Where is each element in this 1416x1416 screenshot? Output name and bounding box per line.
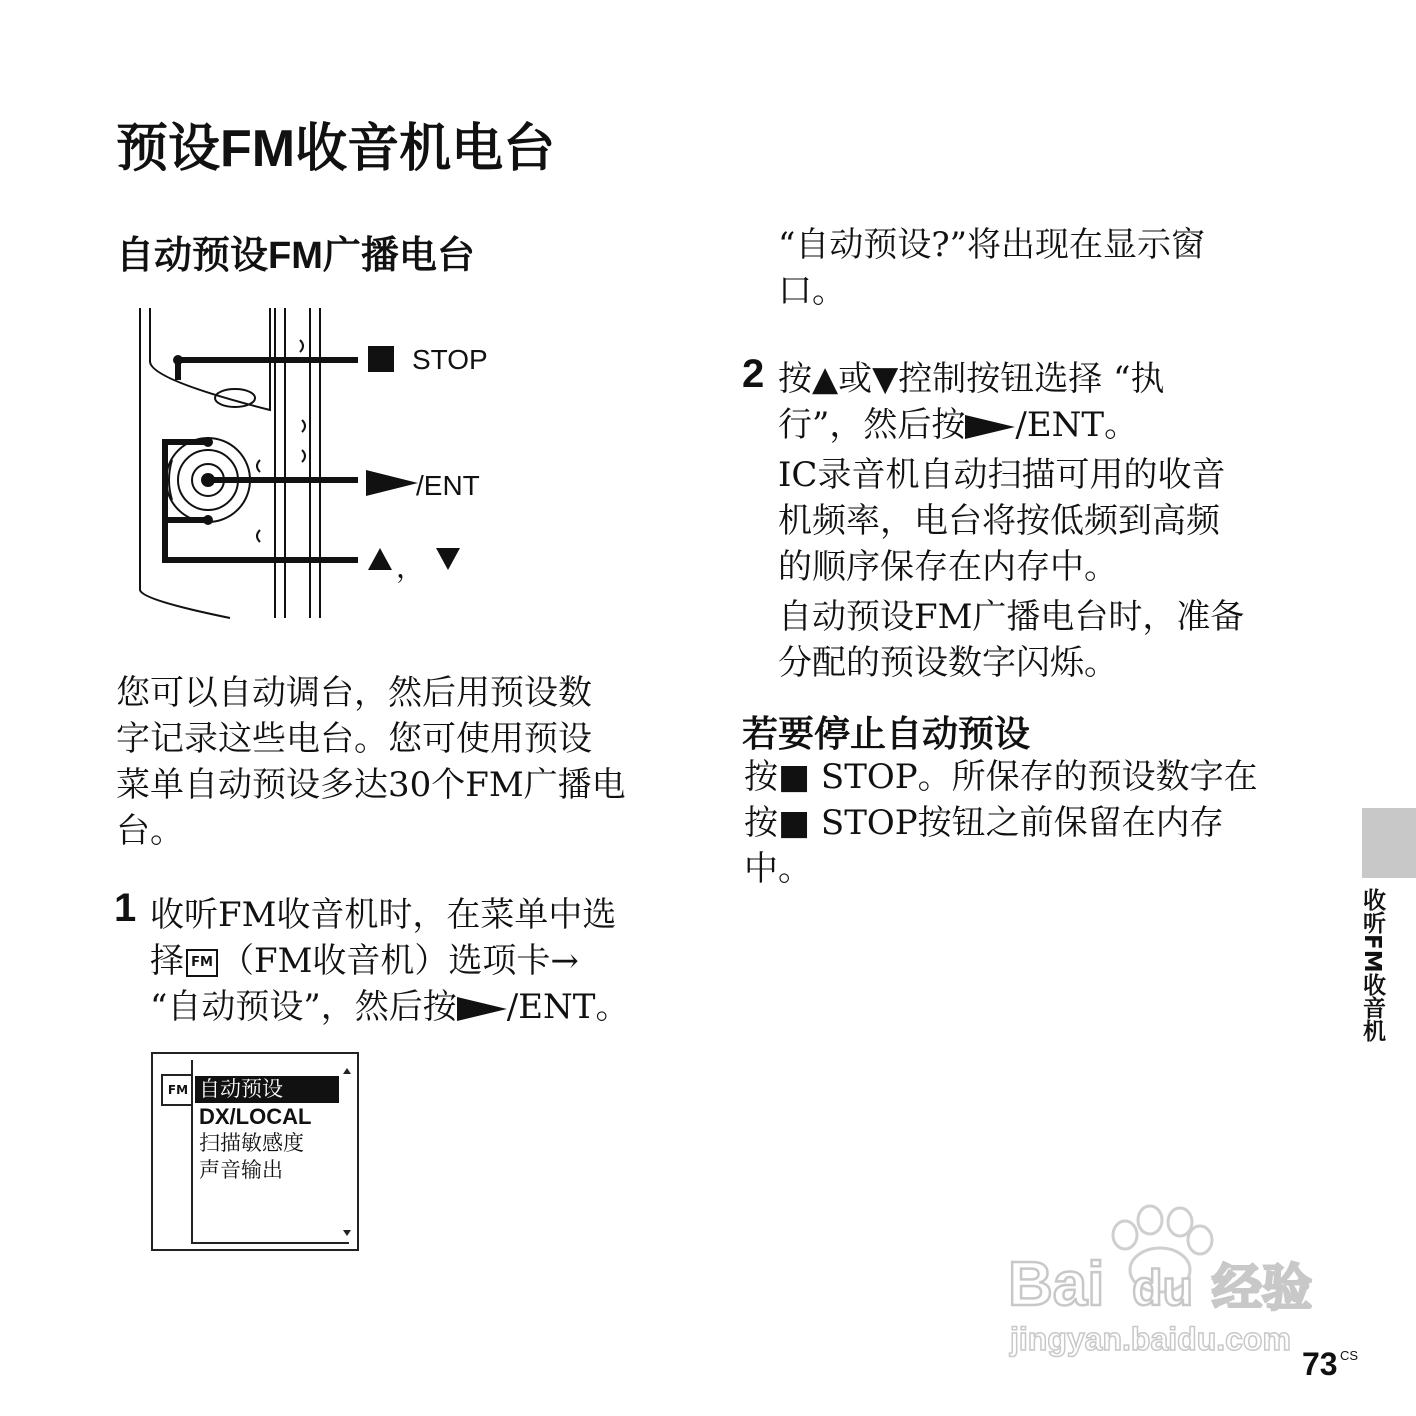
play-triangle-icon: [457, 997, 507, 1021]
updown-separator: ，: [396, 552, 425, 583]
step-1-line: 择 FM （FM收音机）选项卡→: [150, 941, 579, 981]
intro-line: 您可以自动调台，然后用预设数: [116, 673, 592, 713]
text-line: 机频率，电台将按低频到高频: [778, 501, 1220, 541]
step-1-line: “自动预设”，然后按 /ENT。: [150, 987, 630, 1027]
step-2-line: 按▲或▼控制按钮选择 “执: [778, 359, 1165, 399]
svg-text:经验: 经验: [1212, 1259, 1312, 1317]
fm-tab-icon: FM: [186, 949, 218, 977]
scroll-down-icon: [343, 1230, 351, 1236]
step-2-para-1: [778, 452, 1225, 590]
intro-line: 台。: [116, 811, 184, 851]
step-1-text: [150, 892, 629, 1030]
step-1-continued: [778, 222, 1205, 314]
text-line: “自动预设?”将出现在显示窗: [778, 225, 1205, 265]
text-line: 中。: [744, 849, 812, 889]
text-line: 按■ STOP按钮之前保留在内存: [744, 803, 1224, 843]
menu-item[interactable]: DX/LOCAL: [199, 1104, 312, 1129]
step-2-para-2: [778, 594, 1244, 686]
stop-square-icon: [368, 346, 394, 372]
intro-line: 字记录这些电台。您可使用预设: [116, 719, 592, 759]
intro-paragraph: [116, 670, 626, 854]
svg-text:jingyan.baidu.com: jingyan.baidu.com: [1010, 1321, 1291, 1357]
text-line: 分配的预设数字闪烁。: [778, 643, 1118, 683]
down-triangle-icon: [436, 548, 460, 570]
side-tab-label: 收听FM收音机: [1359, 888, 1385, 1042]
stop-paragraph: [744, 754, 1258, 892]
menu-display: [151, 1052, 359, 1251]
stop-heading: 若要停止自动预设: [742, 713, 1031, 754]
section-title: 自动预设FM广播电台: [116, 235, 475, 277]
step-1-line: 收听FM收音机时，在菜单中选: [150, 895, 617, 935]
menu-item-selected[interactable]: 自动预设: [195, 1076, 339, 1103]
step-1-number: 1: [114, 886, 137, 930]
svg-text:du: du: [1132, 1260, 1194, 1316]
page-number: 73: [1302, 1346, 1338, 1382]
intro-line: 菜单自动预设多达30个FM广播电: [116, 765, 626, 805]
play-ent-label: /ENT: [416, 470, 480, 501]
text-line: 的顺序保存在内存中。: [778, 547, 1118, 587]
page-suffix: CS: [1340, 1348, 1359, 1363]
step-2-number: 2: [742, 352, 765, 396]
text-line: IC录音机自动扫描可用的收音: [778, 455, 1226, 495]
step-2-text: [778, 356, 1164, 448]
play-triangle-icon: [366, 470, 418, 496]
side-tab-marker: [1362, 808, 1416, 878]
step-2-line: 行”，然后按 /ENT。: [778, 405, 1139, 445]
fm-tab-icon: FM: [161, 1074, 193, 1106]
menu-item[interactable]: 声音输出: [199, 1158, 283, 1182]
text-line: 口。: [778, 271, 846, 311]
baidu-watermark: [1000, 1200, 1340, 1370]
text-line: 自动预设FM广播电台时，准备: [778, 597, 1245, 637]
menu-item[interactable]: 扫描敏感度: [199, 1131, 304, 1155]
scroll-up-icon: [343, 1068, 351, 1074]
text-line: 按■ STOP。所保存的预设数字在: [744, 757, 1258, 797]
up-triangle-icon: [368, 548, 392, 570]
play-triangle-icon: [965, 415, 1015, 439]
page-title: 预设FM收音机电台: [116, 120, 556, 178]
stop-label: STOP: [412, 344, 488, 375]
svg-text:Bai: Bai: [1008, 1250, 1105, 1319]
